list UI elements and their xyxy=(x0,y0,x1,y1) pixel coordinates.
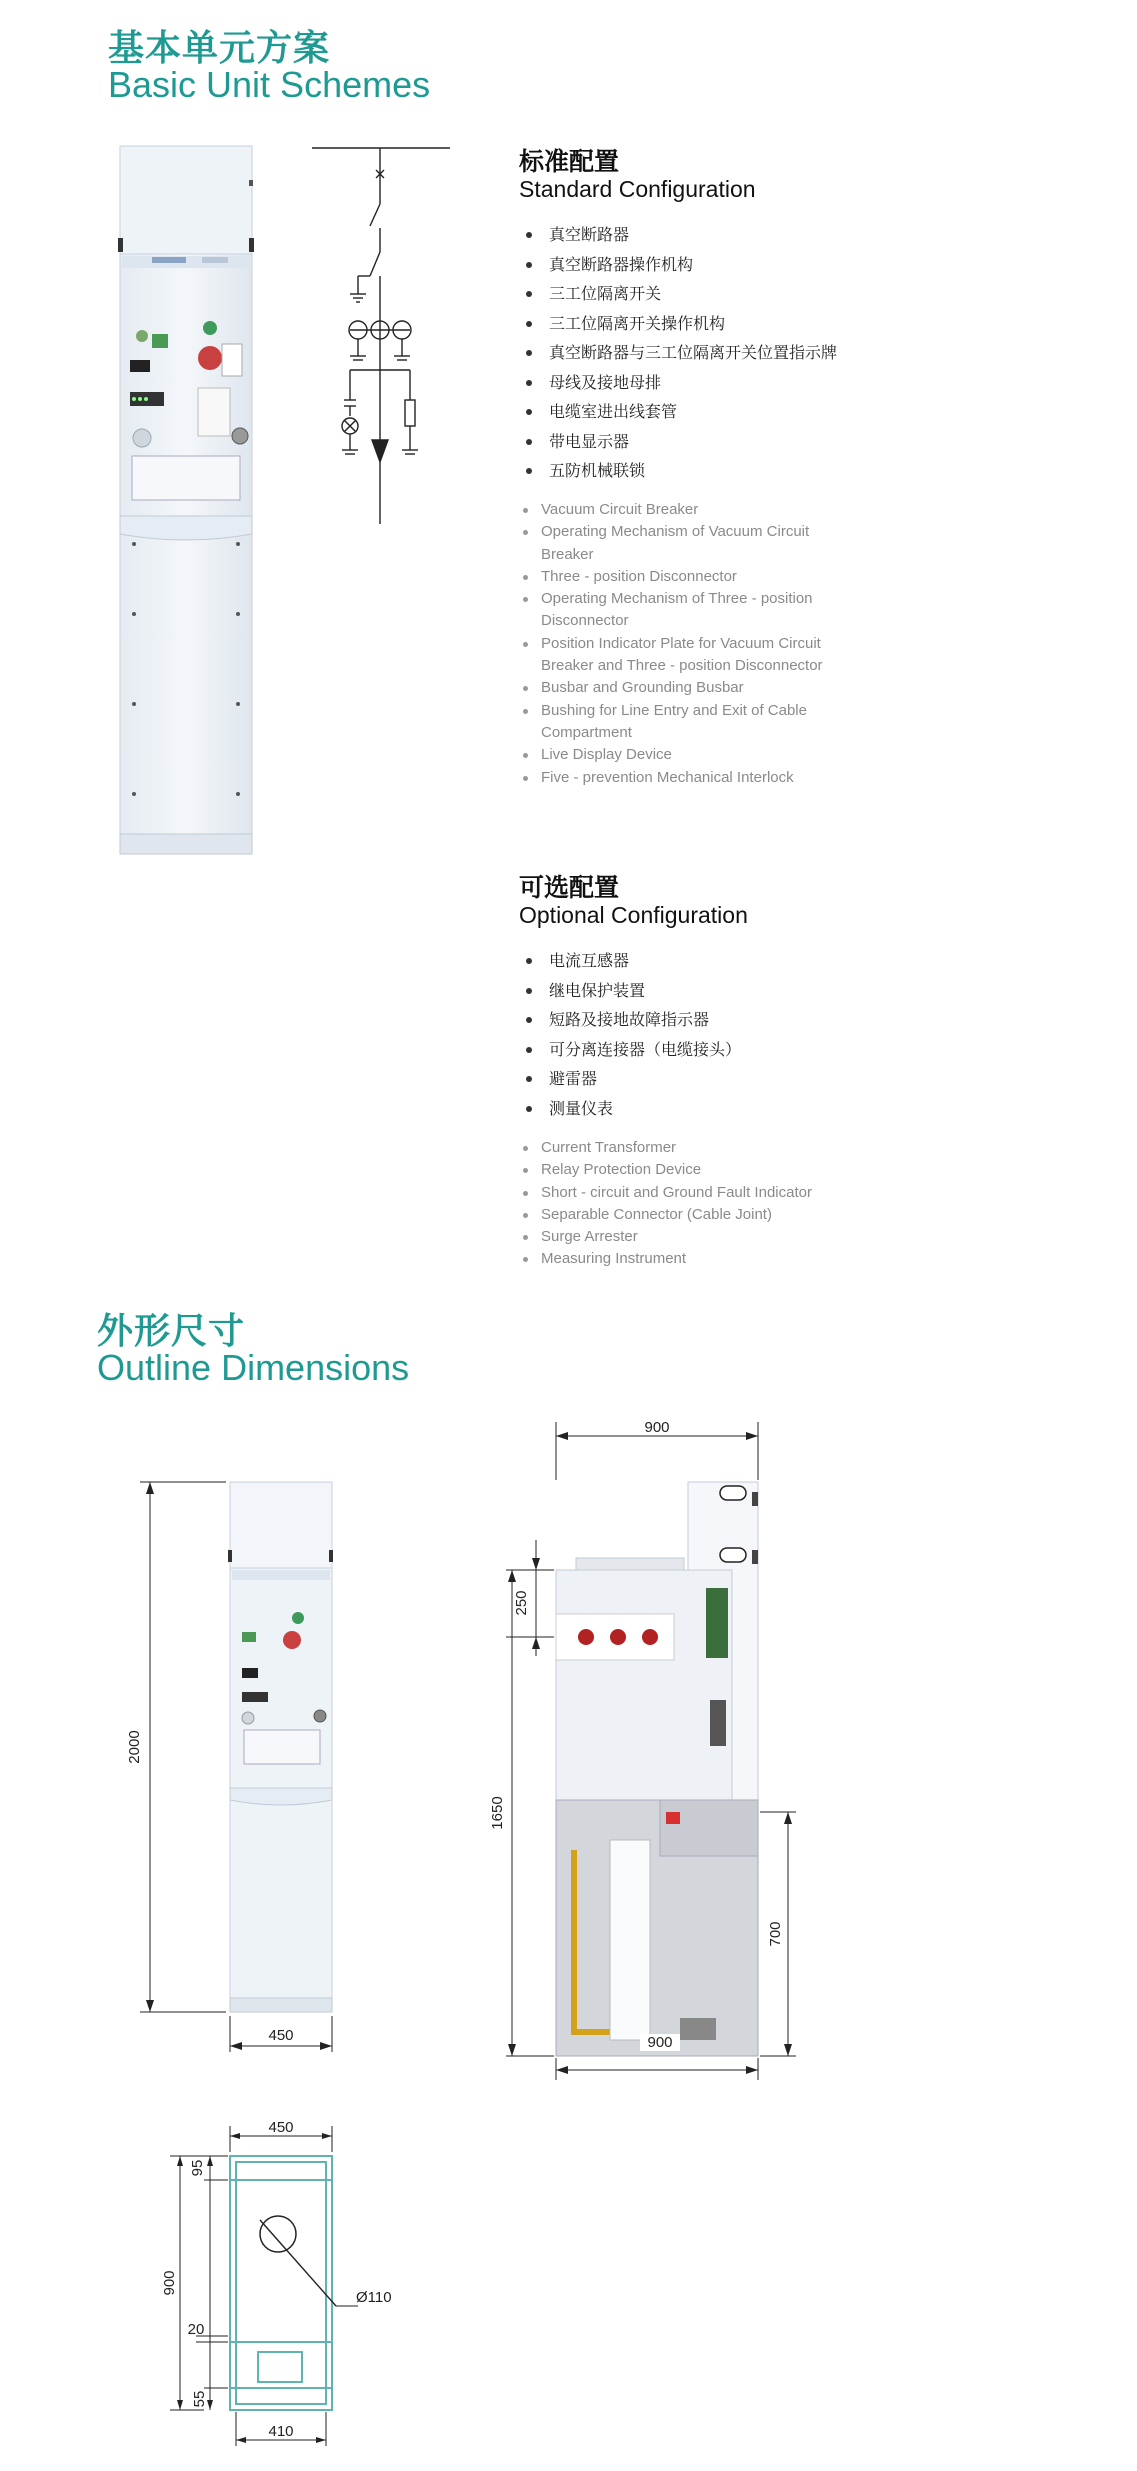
list-item: Current Transformer xyxy=(519,1137,879,1159)
dim-front-height: 2000 xyxy=(126,1730,143,1764)
dim-side-bushing: 250 xyxy=(513,1590,530,1616)
list-item: 三工位隔离开关 xyxy=(519,279,919,309)
list-item: 避雷器 xyxy=(519,1064,919,1094)
dim-base-55: 55 xyxy=(191,2390,208,2408)
list-item: 三工位隔离开关操作机构 xyxy=(519,309,919,339)
list-item: Live Display Device xyxy=(519,744,879,766)
list-item: 短路及接地故障指示器 xyxy=(519,1005,919,1035)
standard-list-cn xyxy=(519,220,919,486)
dim-side-top-width: 900 xyxy=(644,1419,670,1436)
list-item: Position Indicator Plate for Vacuum Circuit Breaker and Three - position Disconnector xyxy=(519,633,879,678)
dim-side-bottom-width: 900 xyxy=(640,2034,680,2051)
list-item: 带电显示器 xyxy=(519,427,919,457)
dim-base-20: 20 xyxy=(187,2321,205,2338)
list-item: Operating Mechanism of Three - position Disconnector xyxy=(519,588,879,633)
base-plan-drawing xyxy=(160,2116,420,2456)
list-item: 电流互感器 xyxy=(519,946,919,976)
list-item: 测量仪表 xyxy=(519,1094,919,1124)
front-view-drawing xyxy=(120,1470,360,2050)
optional-title-cn: 可选配置 xyxy=(519,873,620,902)
standard-list-en xyxy=(519,499,879,789)
list-item: Surge Arrester xyxy=(519,1226,879,1248)
list-item: Separable Connector (Cable Joint) xyxy=(519,1204,879,1226)
list-item: Five - prevention Mechanical Interlock xyxy=(519,767,879,789)
list-item: 可分离连接器（电缆接头） xyxy=(519,1035,919,1065)
cabinet-render xyxy=(112,144,258,856)
dim-side-cable: 700 xyxy=(767,1921,784,1947)
dim-base-top-width: 450 xyxy=(268,2119,294,2136)
single-line-diagram xyxy=(310,144,460,534)
list-item: 电缆室进出线套管 xyxy=(519,397,919,427)
list-item: 母线及接地母排 xyxy=(519,368,919,398)
dim-side-height: 1650 xyxy=(489,1796,506,1830)
dim-front-width: 450 xyxy=(268,2027,294,2044)
list-item: Short - circuit and Ground Fault Indicator xyxy=(519,1182,879,1204)
list-item: Busbar and Grounding Busbar xyxy=(519,677,879,699)
list-item: 真空断路器操作机构 xyxy=(519,250,919,280)
optional-list-cn xyxy=(519,946,919,1123)
dim-base-410: 410 xyxy=(268,2423,294,2440)
side-view-drawing xyxy=(440,1420,820,2080)
list-item: 真空断路器与三工位隔离开关位置指示牌 xyxy=(519,338,919,368)
optional-title-en: Optional Configuration xyxy=(519,902,748,928)
list-item: 五防机械联锁 xyxy=(519,456,919,486)
section-title-en: Basic Unit Schemes xyxy=(108,64,431,105)
list-item: Three - position Disconnector xyxy=(519,566,879,588)
list-item: Operating Mechanism of Vacuum Circuit Breaker xyxy=(519,521,879,566)
optional-list-en xyxy=(519,1137,879,1271)
list-item: 真空断路器 xyxy=(519,220,919,250)
list-item: Relay Protection Device xyxy=(519,1159,879,1181)
section-title-en: Outline Dimensions xyxy=(97,1347,410,1388)
dim-base-hole: Ø110 xyxy=(356,2289,392,2306)
dim-base-depth: 900 xyxy=(161,2270,178,2296)
dim-base-95: 95 xyxy=(189,2159,206,2177)
list-item: Vacuum Circuit Breaker xyxy=(519,499,879,521)
list-item: Bushing for Line Entry and Exit of Cable Compartment xyxy=(519,700,879,745)
standard-title-en: Standard Configuration xyxy=(519,176,756,202)
standard-title-cn: 标准配置 xyxy=(519,147,620,176)
section-title-cn: 外形尺寸 xyxy=(97,1311,246,1352)
list-item: Measuring Instrument xyxy=(519,1248,879,1270)
list-item: 继电保护装置 xyxy=(519,976,919,1006)
section-title-cn: 基本单元方案 xyxy=(108,28,331,69)
